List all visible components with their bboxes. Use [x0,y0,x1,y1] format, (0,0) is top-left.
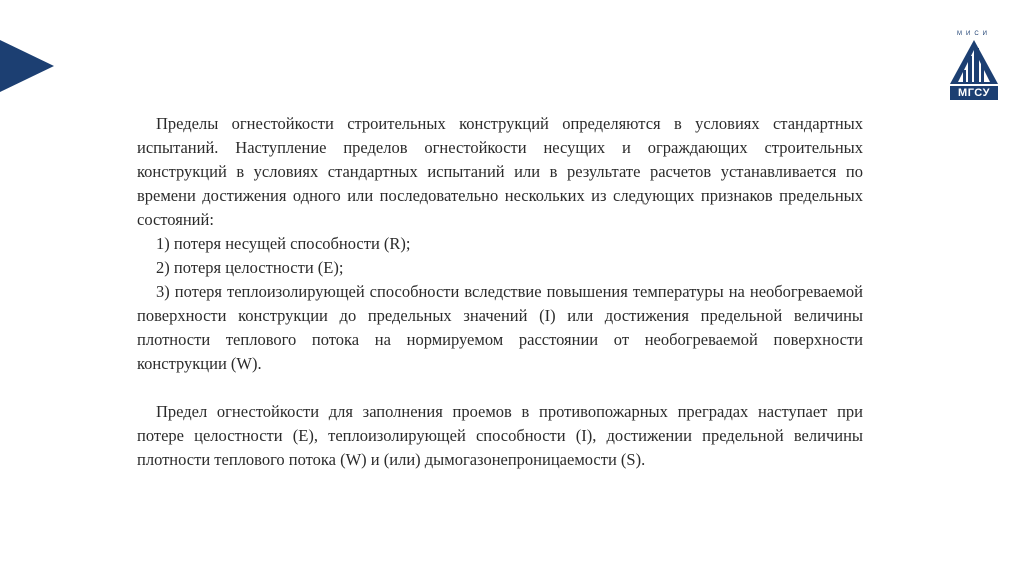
university-logo [946,31,1002,103]
paragraph-opening-fillings: Предел огнестойкости для заполнения проемов в противопожарных преградах наступает при потере целостности (E), теплоизолирующей способности (I), достижении предельной величины плотности теплового потока (W) и (или) дымогазонепроницаемости (S). [137,402,863,469]
building-icon [946,38,1002,86]
slide-arrow-icon [0,40,54,92]
list-item-integrity: 2) потеря целостности (E); [156,258,344,277]
document-body [137,112,863,472]
list-item-insulation: 3) потеря теплоизолирующей способности вследствие повышения температуры на необогреваемой поверхности конструкции до предельных значений (I) или достижения предельной величины плотности теплового потока на нормируемом расстоянии от необогреваемой поверхности конструкции (W). [137,282,863,373]
logo-abbreviation: МИСИ [957,31,991,37]
list-item-load-bearing: 1) потеря несущей способности (R); [156,234,411,253]
paragraph-spacer [137,376,863,400]
paragraph-fire-resistance-limits: Пределы огнестойкости строительных конструкций определяются в условиях стандартных испытаний. Наступление пределов огнестойкости несущих и ограждающих строительных конструкций в условиях стандартных испытаний или в результате расчетов устанавливается по времени достижения одного или последовательно нескольких из следующих признаков предельных состояний: [137,114,863,229]
logo-name: МГСУ [950,86,998,100]
